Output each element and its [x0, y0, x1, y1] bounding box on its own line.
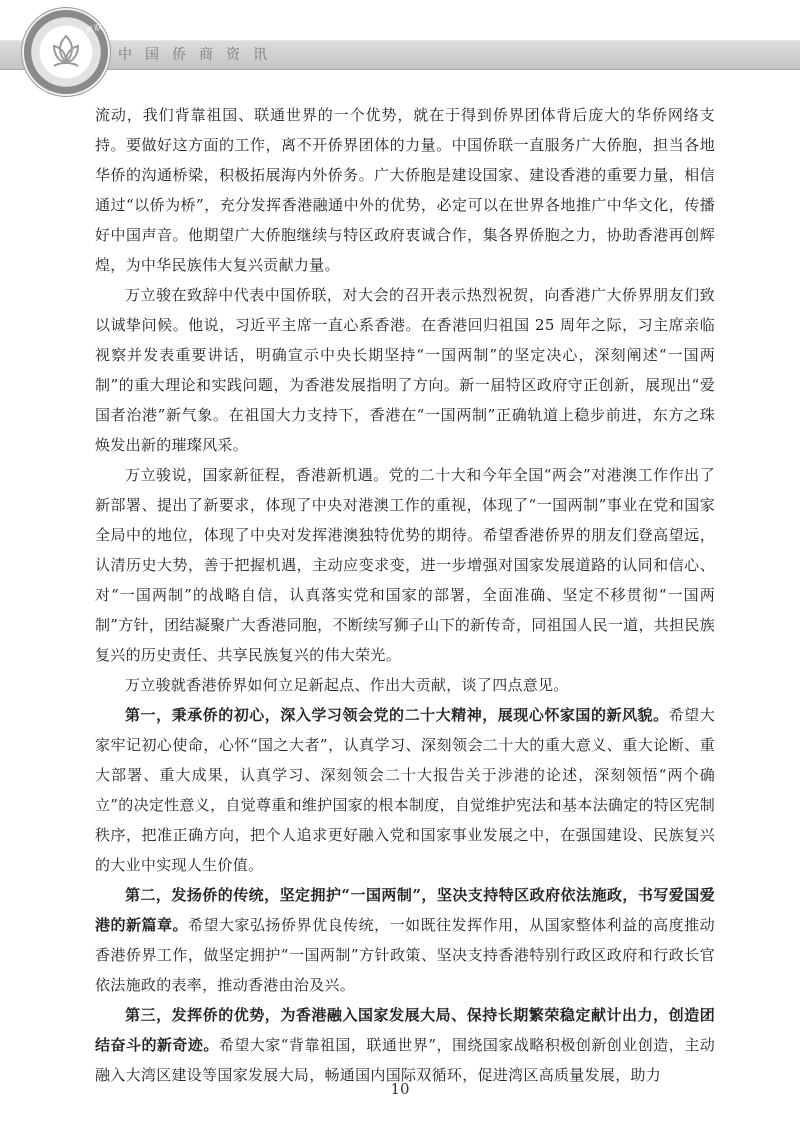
- paragraph-text: 希望大家牢记初心使命，心怀“国之大者”，认真学习、深刻领会二十大的重大意义、重大论断、重大部署、重大成果，认真学习、深刻领会二十大报告关于涉港的论述，深刻领悟“两个确立”的决定性意义，自觉尊重和维护国家的根本制度，自觉维护宪法和基本法确定的特区宪制秩序，把准正确方向，把个人追求更好融入党和国家事业发展之中，在强国建设、民族复兴的大业中实现人生价值。: [95, 706, 715, 874]
- paragraph: [95, 280, 715, 460]
- paragraph-heading: 第二，发扬侨的传统，坚定拥护“一国两制”，坚决支持特区政府依法施政，书写爱国爱港的新篇章。: [95, 886, 715, 934]
- header-title: 中国侨商资讯: [118, 47, 280, 63]
- paragraph-text: 万立骏在致辞中代表中国侨联，对大会的召开表示热烈祝贺，向香港广大侨界朋友们致以诚挚问候。他说，习近平主席一直心系香港。在香港回归祖国 25 周年之际，习主席亲临视察并发表重要讲话，明确宣示中央长期坚持“一国两制”的坚定决心，深刻阐述“一国两制”的重大理论和实践问题，为香港发展指明了方向。新一届特区政府守正创新，展现出“爱国者治港”新气象。在祖国大力支持下，香港在“一国两制”正确轨道上稳步前进，东方之珠焕发出新的璀璨风采。: [95, 286, 715, 454]
- paragraph: [95, 670, 715, 700]
- paragraph-text: 万立骏说，国家新征程，香港新机遇。党的二十大和今年全国“两会”对港澳工作作出了新部署、提出了新要求，体现了中央对港澳工作的重视，体现了“一国两制”事业在党和国家全局中的地位，体现了中央对发挥港澳独特优势的期待。希望香港侨界的朋友们登高望远，认清历史大势，善于把握机遇，主动应变求变，进一步增强对国家发展道路的认同和信心、对“一国两制”的战略自信，认真落实党和国家的部署，全面准确、坚定不移贯彻“一国两制”方针，团结凝聚广大香港同胞，不断续写狮子山下的新传奇，同祖国人民一道，共担民族复兴的历史责任、共享民族复兴的伟大荣光。: [95, 466, 715, 664]
- paragraph-text: 希望大家弘扬侨界优良传统，一如既往发挥作用，从国家整体利益的高度推动香港侨界工作，做坚定拥护“一国两制”方针政策、坚决支持香港特别行政区政府和行政长官依法施政的表率，推动香港由治及兴。: [95, 916, 715, 994]
- paragraph-text: 万立骏就香港侨界如何立足新起点、作出大贡献，谈了四点意见。: [125, 676, 569, 694]
- paragraph: [95, 700, 715, 880]
- logo-text: 中国侨商联合会: [58, 18, 122, 41]
- paragraph-heading: 第三，发挥侨的优势，为香港融入国家发展大局、保持长期繁荣稳定献计出力，创造团结奋斗的新奇迹。: [95, 1006, 715, 1054]
- paragraph-heading: 第一，秉承侨的初心，深入学习领会党的二十大精神，展现心怀家国的新风貌。: [125, 706, 669, 724]
- paragraph: [95, 460, 715, 670]
- paragraph: [95, 1000, 715, 1090]
- paragraph: [95, 100, 715, 280]
- logo-emblem: [24, 10, 122, 94]
- paragraph: [95, 880, 715, 1000]
- paragraph-text: 希望大家“背靠祖国，联通世界”，围绕国家战略积极创新创业创造，主动融入大湾区建设等国家发展大局，畅通国内国际双循环，促进湾区高质量发展，助力: [95, 1036, 715, 1084]
- paragraph-text: 流动，我们背靠祖国、联通世界的一个优势，就在于得到侨界团体背后庞大的华侨网络支持。要做好这方面的工作，离不开侨界团体的力量。中国侨联一直服务广大侨胞，担当各地华侨的沟通桥梁，积极拓展海内外侨务。广大侨胞是建设国家、建设香港的重要力量，相信通过“以侨为桥”，充分发挥香港融通中外的优势，必定可以在世界各地推广中华文化，传播好中国声音。他期望广大侨胞继续与特区政府衷诚合作，集各界侨胞之力，协助香港再创辉煌，为中华民族伟大复兴贡献力量。: [95, 106, 715, 274]
- article-body: [95, 100, 715, 1090]
- page-number: 10: [390, 1080, 410, 1098]
